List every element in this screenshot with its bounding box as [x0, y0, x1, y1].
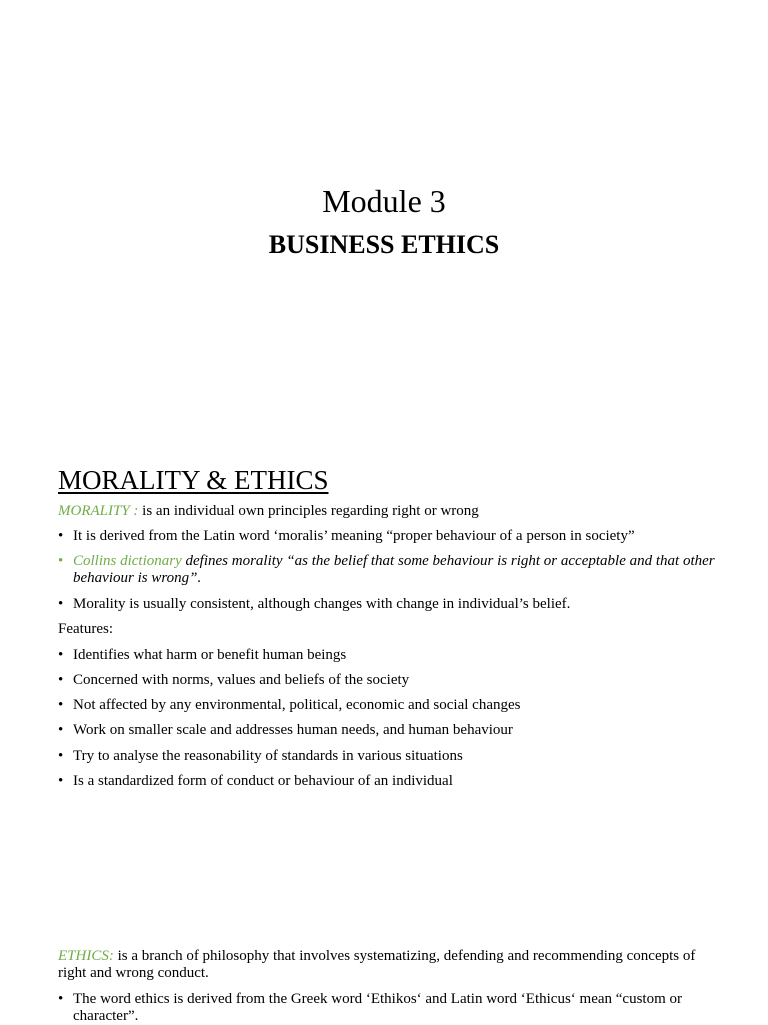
- morality-term: MORALITY :: [58, 503, 143, 519]
- bullet-icon: •: [58, 672, 64, 688]
- bullet-icon: •: [58, 553, 64, 569]
- module-subtitle: BUSINESS ETHICS: [268, 230, 500, 259]
- list-item-text: It is derived from the Latin word ‘moralis’ meaning “proper behaviour of a person in society”: [73, 528, 635, 544]
- feature-item-text: Is a standardized form of conduct or behaviour of an individual: [73, 773, 453, 789]
- feature-item-text: Identifies what harm or benefit human beings: [73, 647, 347, 663]
- bullet-icon: •: [58, 773, 64, 789]
- feature-item: [58, 773, 718, 790]
- features-label: Features:: [58, 621, 113, 637]
- bullet-icon: •: [58, 528, 64, 544]
- list-item: [58, 596, 718, 613]
- bullet-icon: •: [58, 596, 64, 612]
- bullet-icon: •: [58, 991, 64, 1007]
- collins-dictionary-source: Collins dictionary: [73, 553, 182, 569]
- feature-item-text: Work on smaller scale and addresses human needs, and human behaviour: [73, 722, 513, 738]
- feature-item: [58, 647, 718, 664]
- feature-item: [58, 722, 718, 739]
- bullet-icon: •: [58, 647, 64, 663]
- list-item: [58, 991, 718, 1025]
- feature-item: [58, 748, 718, 765]
- feature-item-text: Not affected by any environmental, political, economic and social changes: [73, 697, 521, 713]
- morality-definition-text: is an individual own principles regarding right or wrong: [142, 503, 479, 519]
- feature-item: [58, 697, 718, 714]
- ethics-definition: [58, 948, 718, 982]
- list-item: [58, 553, 718, 587]
- section-heading: MORALITY & ETHICS: [58, 465, 329, 495]
- feature-item: [58, 672, 718, 689]
- feature-item-text: Try to analyse the reasonability of standards in various situations: [73, 748, 463, 764]
- list-item-text: defines morality “as the belief that some behaviour is right or acceptable and that other behaviour is wrong”.: [73, 553, 715, 586]
- list-item-text: The word ethics is derived from the Greek word ‘Ethikos‘ and Latin word ‘Ethicus‘ mean “custom or character”.: [73, 991, 682, 1024]
- bullet-icon: •: [58, 722, 64, 738]
- bullet-icon: •: [58, 748, 64, 764]
- morality-definition: [58, 503, 718, 520]
- list-item-text: Morality is usually consistent, although changes with change in individual’s belief.: [73, 596, 571, 612]
- feature-item-text: Concerned with norms, values and beliefs of the society: [73, 672, 410, 688]
- bullet-icon: •: [58, 697, 64, 713]
- list-item: [58, 528, 718, 545]
- module-title: Module 3: [322, 183, 446, 219]
- ethics-definition-text: is a branch of philosophy that involves systematizing, defending and recommending concepts of right and wrong conduct.: [58, 948, 696, 981]
- ethics-term: ETHICS:: [58, 948, 114, 964]
